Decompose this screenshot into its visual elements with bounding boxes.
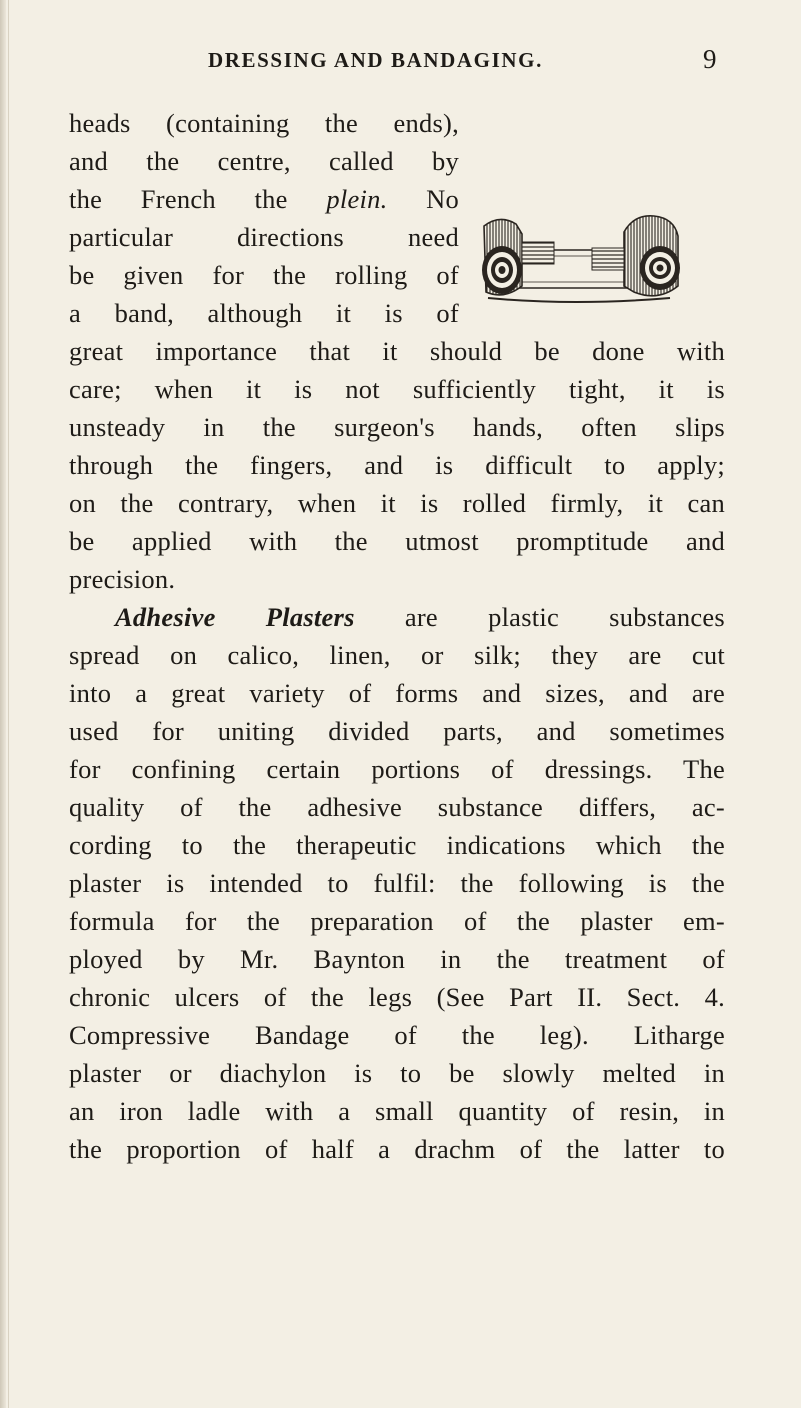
text-line: on the contrary, when it is rolled firmly, it can <box>69 488 725 518</box>
rolled-bandage-figure <box>474 214 688 304</box>
text-run: are plastic substances <box>354 602 725 632</box>
italic-term: plein. <box>326 184 388 214</box>
text-line: formula for the preparation of the plaster em- <box>69 906 725 936</box>
text-line: ployed by Mr. Baynton in the treatment of <box>69 944 725 974</box>
text-line: great importance that it should be done with <box>69 336 725 366</box>
rolled-bandage-illustration-icon <box>474 214 688 304</box>
text-line: used for uniting divided parts, and sometimes <box>69 716 725 746</box>
text-line: for confining certain portions of dressings. The <box>69 754 725 784</box>
text-line: Compressive Bandage of the leg). Litharge <box>69 1020 725 1050</box>
page-binding-edge <box>0 0 6 1408</box>
text-line: particular directions need <box>69 222 459 252</box>
text-line: into a great variety of forms and sizes, and are <box>69 678 725 708</box>
text-line: unsteady in the surgeon's hands, often slips <box>69 412 725 442</box>
text-line: and the centre, called by <box>69 146 459 176</box>
text-line: the proportion of half a drachm of the latter to <box>69 1134 725 1164</box>
page-binding-line <box>8 0 9 1408</box>
running-title: DRESSING AND BANDAGING. <box>208 48 543 72</box>
text-line: care; when it is not sufficiently tight, it is <box>69 374 725 404</box>
text-run: No <box>387 184 460 214</box>
text-line: quality of the adhesive substance differs, ac- <box>69 792 725 822</box>
text-line: a band, although it is of <box>69 298 459 328</box>
text-line: spread on calico, linen, or silk; they are cut <box>69 640 725 670</box>
text-line: heads (containing the ends), <box>69 108 459 138</box>
text-line: plaster or diachylon is to be slowly melted in <box>69 1058 725 1088</box>
text-run: the French the <box>69 184 327 214</box>
text-line: be given for the rolling of <box>69 260 459 290</box>
text-line: plaster is intended to fulfil: the following is the <box>69 868 725 898</box>
text-line: be applied with the utmost promptitude and <box>69 526 725 556</box>
text-line: chronic ulcers of the legs (See Part II. Sect. 4. <box>69 982 725 1012</box>
running-head <box>0 44 801 84</box>
text-line: through the fingers, and is difficult to apply; <box>69 450 725 480</box>
text-line: cording to the therapeutic indications which the <box>69 830 725 860</box>
text-line <box>69 180 459 218</box>
text-line: precision. <box>69 564 176 594</box>
text-line <box>115 598 725 636</box>
text-line: an iron ladle with a small quantity of resin, in <box>69 1096 725 1126</box>
italic-heading-term: Adhesive Plasters <box>115 602 355 632</box>
page-number: 9 <box>703 44 717 74</box>
